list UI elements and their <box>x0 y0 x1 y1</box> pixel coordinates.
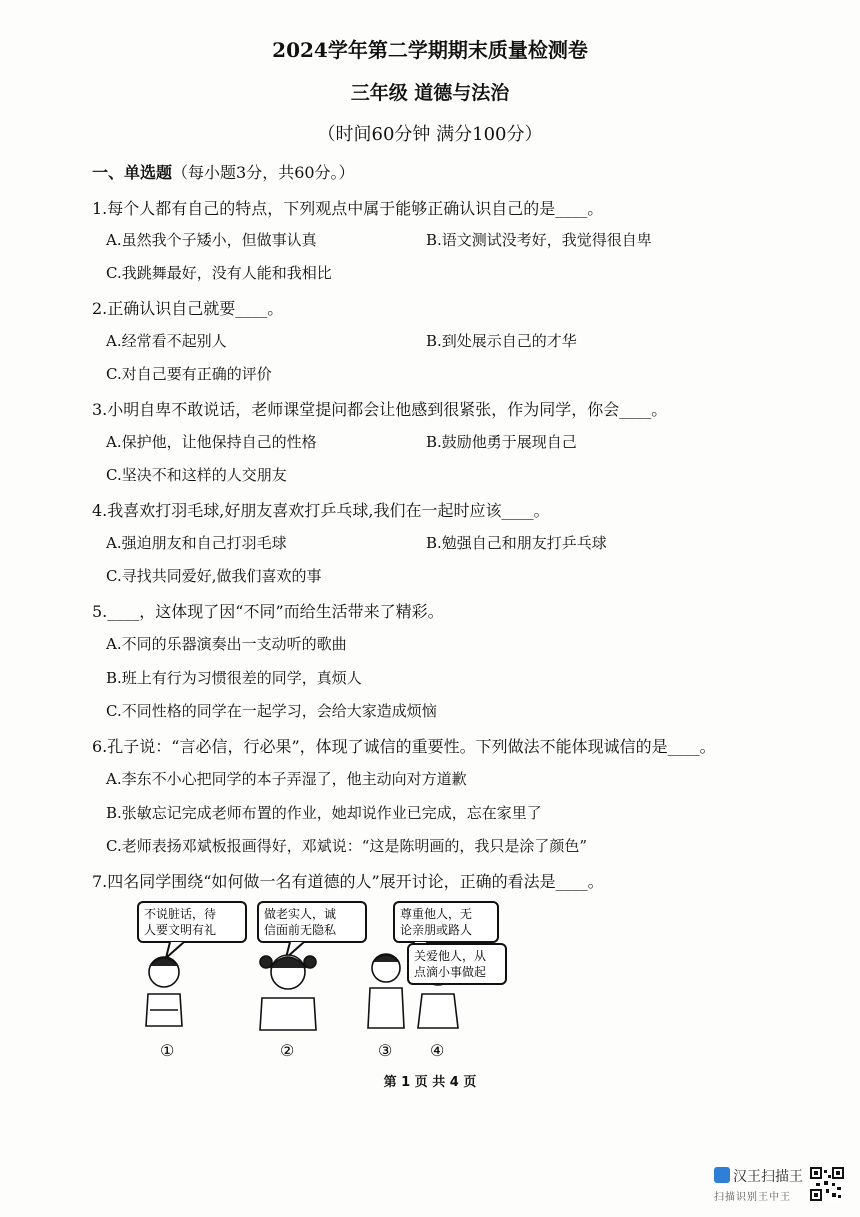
section-title: 一、单选题 <box>92 163 173 182</box>
section-note: （每小题3分，共60分。） <box>172 163 355 182</box>
question-text: 5.____，这体现了因“不同”而给生活带来了精彩。 <box>92 602 444 621</box>
option-c: C.寻找共同爱好,做我们喜欢的事 <box>106 567 322 585</box>
question-text: 2.正确认识自己就要____。 <box>92 299 284 318</box>
option-a: A.虽然我个子矮小，但做事认真 <box>106 231 317 249</box>
question-text: 4.我喜欢打羽毛球,好朋友喜欢打乒乓球,我们在一起时应该____。 <box>92 501 550 520</box>
question-text: 6.孔子说：“言必信，行必果”，体现了诚信的重要性。下列做法不能体现诚信的是____。 <box>92 737 716 756</box>
option-c: C.坚决不和这样的人交朋友 <box>106 466 287 484</box>
bubble-text: 做老实人，诚信面前无隐私 <box>264 907 337 937</box>
page-number: 第 1 页 共 4 页 <box>383 1075 477 1090</box>
option-b: B.鼓励他勇于展现自己 <box>426 433 577 451</box>
option-a: A.经常看不起别人 <box>106 332 227 350</box>
scanner-watermark <box>714 1167 854 1207</box>
option-b: B.勉强自己和朋友打乒乓球 <box>426 534 607 552</box>
bubble-text: 不说脏话，待人要文明有礼 <box>144 907 217 937</box>
option-b: B.班上有行为习惯很差的同学，真烦人 <box>106 669 362 687</box>
qr-code-icon <box>810 1167 844 1201</box>
figure-label: ④ <box>430 1041 445 1060</box>
option-a: A.强迫朋友和自己打羽毛球 <box>106 534 287 552</box>
question-text: 7.四名同学围绕“如何做一名有道德的人”展开讨论，正确的看法是____。 <box>92 872 604 891</box>
figure-label: ① <box>160 1041 175 1060</box>
option-a: A.不同的乐器演奏出一支动听的歌曲 <box>106 635 347 653</box>
bubble-text: 关爱他人，从点滴小事做起 <box>414 949 487 979</box>
scanner-logo-icon <box>714 1167 730 1183</box>
option-b: B.到处展示自己的才华 <box>426 332 577 350</box>
watermark-slogan: 扫描识别王中王 <box>714 1192 791 1203</box>
exam-time-info: （时间60分钟 满分100分） <box>317 124 543 145</box>
option-a: A.李东不小心把同学的本子弄湿了，他主动向对方道歉 <box>106 770 467 788</box>
watermark-name: 汉王扫描王 <box>733 1169 803 1185</box>
figure-label: ② <box>280 1041 295 1060</box>
option-c: C.对自己要有正确的评价 <box>106 365 272 383</box>
option-b: B.语文测试没考好，我觉得很自卑 <box>426 231 652 249</box>
child-figure-3 <box>368 954 404 1028</box>
exam-subtitle: 三年级 道德与法治 <box>350 82 510 104</box>
discussion-illustration <box>130 898 510 1066</box>
question-text: 3.小明自卑不敢说话，老师课堂提问都会让他感到很紧张，作为同学，你会____。 <box>92 400 668 419</box>
option-c: C.我跳舞最好，没有人能和我相比 <box>106 264 332 282</box>
section-heading <box>92 160 355 183</box>
speech-bubble <box>258 902 366 958</box>
exam-title: 2024学年第二学期期末质量检测卷 <box>272 38 588 62</box>
option-c: C.不同性格的同学在一起学习，会给大家造成烦恼 <box>106 702 437 720</box>
child-figure-2 <box>260 955 316 1030</box>
option-a: A.保护他，让他保持自己的性格 <box>106 433 317 451</box>
question-text: 1.每个人都有自己的特点，下列观点中属于能够正确认识自己的是____。 <box>92 199 604 218</box>
figure-label: ③ <box>378 1041 393 1060</box>
option-c: C.老师表扬邓斌板报画得好，邓斌说：“这是陈明画的，我只是涂了颜色” <box>106 837 588 855</box>
option-b: B.张敏忘记完成老师布置的作业，她却说作业已完成，忘在家里了 <box>106 804 542 822</box>
bubble-text: 尊重他人，无论亲朋或路人 <box>400 907 473 937</box>
speech-bubble <box>138 902 246 958</box>
speech-bubble <box>408 944 506 984</box>
child-figure-1 <box>146 957 182 1026</box>
